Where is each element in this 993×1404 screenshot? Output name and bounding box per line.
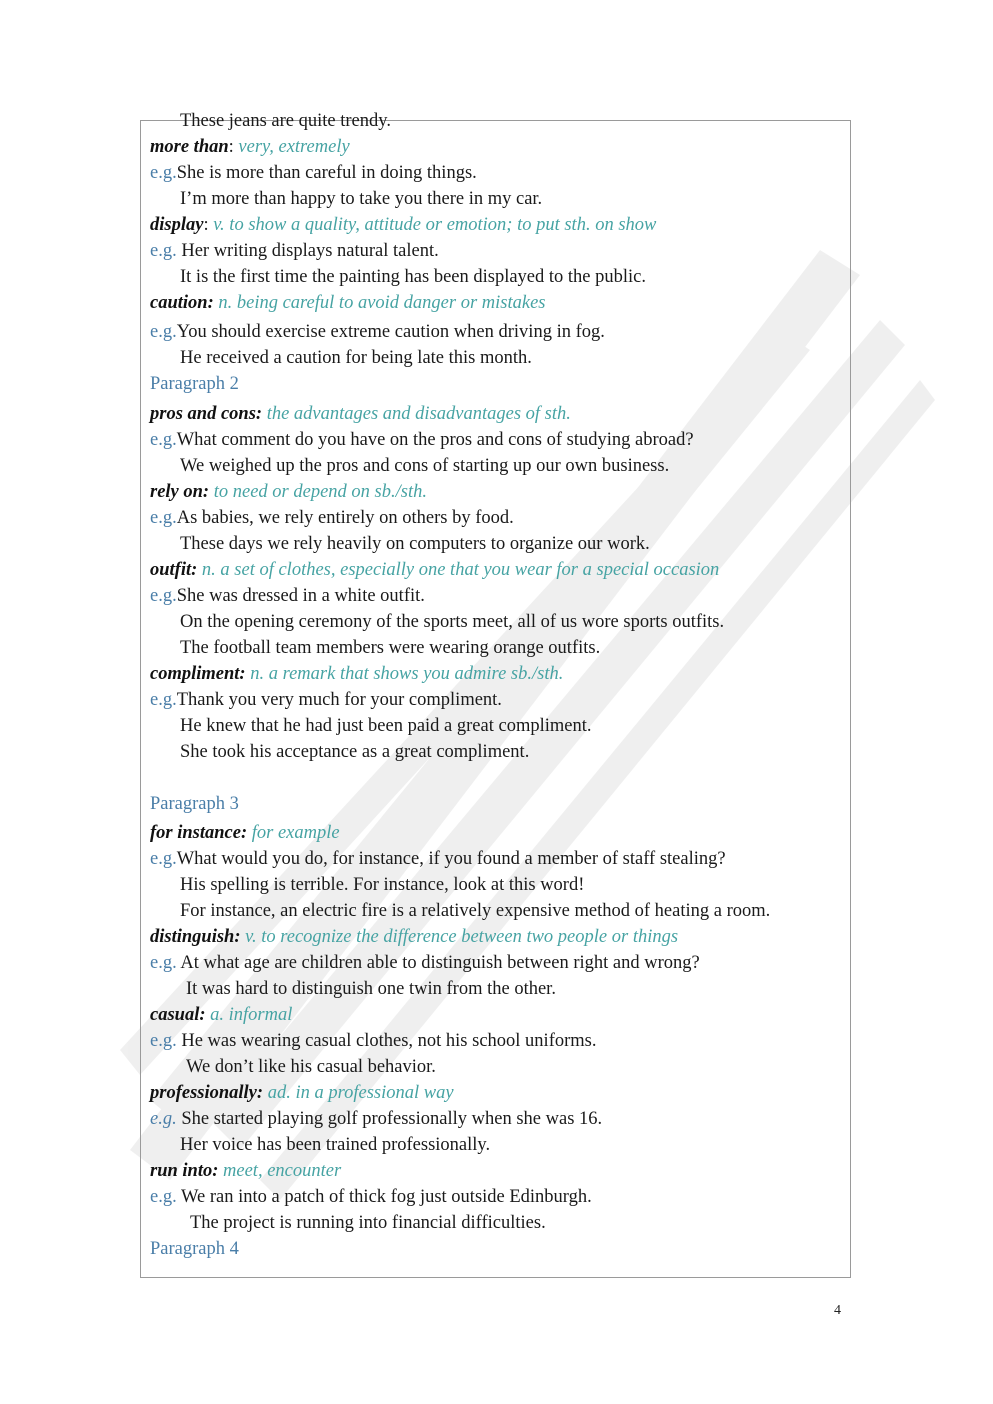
paragraph-heading: Paragraph 3 — [150, 794, 239, 814]
sentence-text: We ran into a patch of thick fog just outside Edinburgh. — [181, 1187, 592, 1207]
text-line — [180, 900, 770, 922]
definition: ad. in a professional way — [267, 1083, 454, 1103]
text-line — [150, 292, 546, 314]
sentence-text: It was hard to distinguish one twin from the other. — [186, 979, 556, 999]
definition: n. a set of clothes, especially one that you wear for a special occasion — [201, 560, 720, 580]
text-line — [150, 1160, 341, 1182]
example-marker: e.g. — [150, 508, 177, 528]
sentence-text: As babies, we rely entirely on others by food. — [176, 508, 514, 528]
text-line — [150, 321, 605, 343]
headword: display — [150, 215, 204, 235]
headword: compliment: — [150, 664, 251, 684]
headword: for instance: — [150, 823, 252, 843]
paragraph-heading: Paragraph 4 — [150, 1239, 239, 1259]
text-line — [186, 978, 556, 1000]
sentence-text: Her voice has been trained professionally. — [180, 1135, 491, 1155]
page-number: 4 — [834, 1303, 841, 1318]
text-line — [180, 741, 529, 763]
text-line — [180, 455, 669, 477]
example-marker: e.g. — [150, 241, 182, 261]
sentence-text: The project is running into financial difficulties. — [190, 1213, 546, 1233]
text-line — [150, 1238, 239, 1260]
sentence-text: What would you do, for instance, if you found a member of staff stealing? — [176, 849, 726, 869]
sentence-text: She was dressed in a white outfit. — [176, 586, 425, 606]
text-line — [180, 110, 391, 132]
text-line — [150, 214, 656, 236]
paragraph-heading: Paragraph 2 — [150, 374, 239, 394]
sentence-text: Her writing displays natural talent. — [181, 241, 439, 261]
text-line — [150, 585, 425, 607]
sentence-text: You should exercise extreme caution when driving in fog. — [176, 322, 605, 342]
text-line — [186, 1056, 436, 1078]
sentence-text: He knew that he had just been paid a great compliment. — [180, 716, 592, 736]
headword: more than — [150, 137, 229, 157]
example-marker: e.g. — [150, 1109, 182, 1129]
text-line — [150, 136, 350, 158]
example-marker: e.g. — [150, 1187, 182, 1207]
definition: n. being careful to avoid danger or mistakes — [218, 293, 546, 313]
headword: rely on: — [150, 482, 214, 502]
sentence-text: She is more than careful in doing things. — [176, 163, 477, 183]
example-marker: e.g. — [150, 1031, 182, 1051]
text-line — [150, 1004, 292, 1026]
headword: pros and cons: — [150, 404, 267, 424]
text-line — [150, 926, 678, 948]
definition: for example — [251, 823, 340, 843]
text-line — [180, 1134, 490, 1156]
headword: professionally: — [150, 1083, 268, 1103]
text-line — [180, 188, 542, 210]
headword: run into: — [150, 1161, 224, 1181]
sentence-text: He was wearing casual clothes, not his school uniforms. — [181, 1031, 597, 1051]
definition: the advantages and disadvantages of sth. — [266, 404, 571, 424]
definition: meet, encounter — [223, 1161, 342, 1181]
text-line — [150, 403, 571, 425]
text-line — [190, 1212, 546, 1234]
sentence-text: I’m more than happy to take you there in my car. — [180, 189, 543, 209]
text-line — [150, 663, 563, 685]
sentence-text: : — [203, 215, 214, 235]
text-line — [150, 848, 726, 870]
example-marker: e.g. — [150, 586, 177, 606]
sentence-text: We don’t like his casual behavior. — [186, 1057, 436, 1077]
example-marker: e.g. — [150, 163, 177, 183]
text-line — [180, 266, 646, 288]
text-line — [180, 874, 584, 896]
sentence-text: What comment do you have on the pros and cons of studying abroad? — [176, 430, 694, 450]
text-line — [150, 429, 694, 451]
text-line — [150, 481, 427, 503]
sentence-text: His spelling is terrible. For instance, look at this word! — [180, 875, 585, 895]
example-marker: e.g. — [150, 849, 177, 869]
definition: to need or depend on sb./sth. — [213, 482, 427, 502]
definition: v. to recognize the difference between two people or things — [245, 927, 679, 947]
example-marker: e.g. — [150, 690, 177, 710]
text-line — [180, 715, 592, 737]
text-line — [150, 1082, 454, 1104]
definition: v. to show a quality, attitude or emotion; to put sth. on show — [213, 215, 657, 235]
sentence-text: For instance, an electric fire is a relatively expensive method of heating a room. — [180, 901, 771, 921]
sentence-text: We weighed up the pros and cons of starting up our own business. — [180, 456, 670, 476]
headword: distinguish: — [150, 927, 246, 947]
sentence-text: On the opening ceremony of the sports meet, all of us wore sports outfits. — [180, 612, 725, 632]
text-line — [180, 611, 724, 633]
text-line — [150, 1186, 592, 1208]
sentence-text: She took his acceptance as a great compliment. — [180, 742, 530, 762]
text-line — [150, 1030, 596, 1052]
text-line — [150, 952, 700, 974]
text-line — [150, 822, 340, 844]
text-line — [180, 533, 650, 555]
text-line — [150, 373, 239, 395]
text-line — [150, 559, 719, 581]
headword: outfit: — [150, 560, 202, 580]
sentence-text: It is the first time the painting has been displayed to the public. — [180, 267, 646, 287]
sentence-text: : — [228, 137, 239, 157]
text-line — [180, 637, 600, 659]
sentence-text: At what age are children able to distinguish between right and wrong? — [180, 953, 700, 973]
text-line — [150, 793, 239, 815]
sentence-text: He received a caution for being late this month. — [180, 348, 532, 368]
definition: n. a remark that shows you admire sb./sth. — [250, 664, 564, 684]
sentence-text: Thank you very much for your compliment. — [176, 690, 502, 710]
text-line — [150, 507, 514, 529]
headword: caution: — [150, 293, 219, 313]
definition: very, extremely — [238, 137, 350, 157]
definition: a. informal — [210, 1005, 293, 1025]
text-line — [150, 162, 477, 184]
example-marker: e.g. — [150, 953, 181, 973]
text-line — [150, 1108, 602, 1130]
sentence-text: She started playing golf professionally when she was 16. — [181, 1109, 603, 1129]
text-line — [150, 689, 502, 711]
text-line — [150, 240, 439, 262]
sentence-text: The football team members were wearing orange outfits. — [180, 638, 601, 658]
sentence-text: These jeans are quite trendy. — [180, 111, 391, 131]
example-marker: e.g. — [150, 322, 177, 342]
text-line — [180, 347, 532, 369]
sentence-text: These days we rely heavily on computers to organize our work. — [180, 534, 650, 554]
example-marker: e.g. — [150, 430, 177, 450]
headword: casual: — [150, 1005, 211, 1025]
